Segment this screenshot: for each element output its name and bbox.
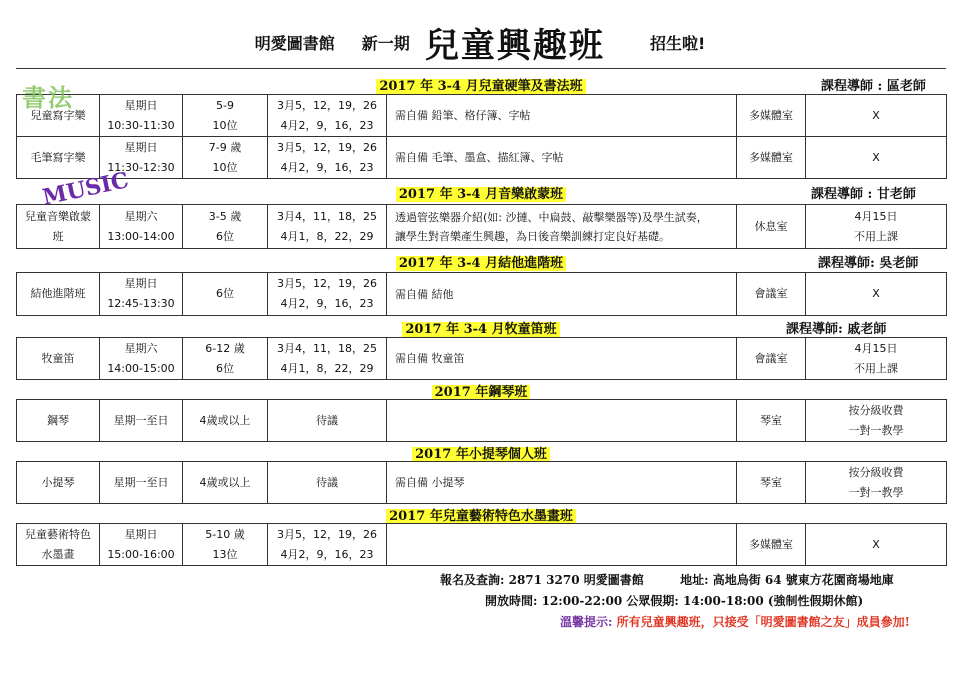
day-time-cell: 星期一至日 (100, 400, 183, 442)
room-cell: 琴室 (737, 400, 806, 442)
note-cell: 需自備 牧童笛 (387, 338, 737, 380)
table-row (17, 273, 947, 316)
schedule-table-piano (16, 399, 947, 442)
reminder-label: 溫馨提示: (560, 615, 613, 629)
room-cell: 會議室 (737, 338, 806, 380)
section-header-violin (16, 441, 946, 461)
note-cell: 需自備 小提琴 (387, 462, 737, 504)
age-quota-cell: 5-9 10位 (183, 95, 268, 137)
schedule-table-flute (16, 337, 947, 380)
class-name-cell: 結他進階班 (17, 273, 100, 316)
section-header-music (16, 181, 946, 201)
age-quota-cell: 5-10 歲 13位 (183, 524, 268, 566)
dates-cell: 3月5，12，19，26 4月2，9，16，23 (268, 524, 387, 566)
reminder-text: 所有兒童興趣班，只接受「明愛圖書館之友」成員參加! (616, 615, 910, 629)
enquiry-text: 報名及查詢: 2871 3270 明愛圖書館 (440, 573, 644, 587)
note-cell: 需自備 結他 (387, 273, 737, 316)
schedule-table-calligraphy (16, 94, 947, 179)
age-quota-cell: 4歲或以上 (183, 462, 268, 504)
poster-title (0, 18, 960, 66)
remark-cell: 按分級收費 一對一教學 (806, 462, 947, 504)
room-cell: 多媒體室 (737, 137, 806, 179)
section-title: 2017 年兒童藝術特色水墨畫班 (386, 509, 576, 524)
dates-cell: 待議 (268, 400, 387, 442)
note-cell: 透過管弦樂器介紹(如: 沙摙、中扁鼓、敲擊樂器等)及學生試奏， 讓學生對音樂產生興趣，為日後音樂訓練打定良好基礎。 (387, 205, 737, 249)
day-time-cell: 星期日 12:45-13:30 (100, 273, 183, 316)
enrolment-call: 招生啦! (650, 34, 706, 53)
age-quota-cell: 6位 (183, 273, 268, 316)
reminder-line (560, 613, 910, 630)
remark-cell: 4月15日 不用上課 (806, 205, 947, 249)
room-cell: 琴室 (737, 462, 806, 504)
class-name-cell: 牧童笛 (17, 338, 100, 380)
remark-cell: 4月15日 不用上課 (806, 338, 947, 380)
remark-cell: X (806, 95, 947, 137)
schedule-table-ink-painting (16, 523, 947, 566)
room-cell: 多媒體室 (737, 95, 806, 137)
table-row (17, 137, 947, 179)
day-time-cell: 星期日 10:30-11:30 (100, 95, 183, 137)
section-header-ink-painting (16, 503, 946, 523)
remark-cell: X (806, 273, 947, 316)
section-title: 2017 年鋼琴班 (432, 385, 531, 400)
class-name-cell: 兒童音樂啟蒙 班 (17, 205, 100, 249)
class-name-cell: 毛筆寫字樂 (17, 137, 100, 179)
class-name-cell: 鋼琴 (17, 400, 100, 442)
section-teacher: 課程導師 : 區老師 (821, 79, 926, 94)
day-time-cell: 星期日 15:00-16:00 (100, 524, 183, 566)
library-name: 明愛圖書館 (254, 34, 335, 53)
room-cell: 會議室 (737, 273, 806, 316)
note-cell (387, 400, 737, 442)
age-quota-cell: 7-9 歲 10位 (183, 137, 268, 179)
section-header-calligraphy (16, 73, 946, 93)
room-cell: 多媒體室 (737, 524, 806, 566)
room-cell: 休息室 (737, 205, 806, 249)
table-row (17, 95, 947, 137)
section-header-guitar (16, 250, 946, 270)
dates-cell: 3月4，11，18，25 4月1，8，22，29 (268, 205, 387, 249)
section-teacher: 課程導師: 吳老師 (818, 256, 919, 271)
schedule-table-guitar (16, 272, 947, 316)
note-cell: 需自備 毛筆、墨盒、描紅簿、字帖 (387, 137, 737, 179)
schedule-table-music (16, 204, 947, 249)
class-name-cell: 小提琴 (17, 462, 100, 504)
day-time-cell: 星期日 11:30-12:30 (100, 137, 183, 179)
section-header-flute (16, 316, 946, 336)
age-quota-cell: 4歲或以上 (183, 400, 268, 442)
opening-hours: 開放時間: 12:00-22:00 公眾假期: 14:00-18:00 (強制性假期休館) (485, 594, 864, 608)
dates-cell: 3月4，11，18，25 4月1，8，22，29 (268, 338, 387, 380)
remark-cell: X (806, 524, 947, 566)
table-row (17, 400, 947, 442)
table-row (17, 338, 947, 380)
remark-cell: X (806, 137, 947, 179)
day-time-cell: 星期一至日 (100, 462, 183, 504)
dates-cell: 3月5，12，19，26 4月2，9，16，23 (268, 273, 387, 316)
section-title: 2017 年 3-4 月音樂啟蒙班 (396, 187, 566, 202)
class-name-cell: 兒童藝術特色 水墨畫 (17, 524, 100, 566)
section-teacher: 課程導師 : 甘老師 (811, 187, 916, 202)
dates-cell: 待議 (268, 462, 387, 504)
main-title: 兒童興趣班 (424, 26, 605, 66)
table-row (17, 462, 947, 504)
section-title: 2017 年 3-4 月牧童笛班 (402, 322, 559, 337)
day-time-cell: 星期六 14:00-15:00 (100, 338, 183, 380)
age-quota-cell: 3-5 歲 6位 (183, 205, 268, 249)
section-title: 2017 年 3-4 月兒童硬筆及書法班 (376, 79, 585, 94)
dates-cell: 3月5，12，19，26 4月2，9，16，23 (268, 137, 387, 179)
note-cell: 需自備 鉛筆、格仔簿、字帖 (387, 95, 737, 137)
address-text: 地址: 高地烏街 64 號東方花園商場地庫 (680, 573, 894, 587)
calligraphy-stamp: 書法 (22, 83, 74, 112)
note-cell (387, 524, 737, 566)
table-row (17, 524, 947, 566)
section-title: 2017 年小提琴個人班 (412, 447, 550, 462)
new-term-label: 新一期 (361, 34, 410, 53)
title-divider (16, 68, 946, 69)
remark-cell: 按分級收費 一對一教學 (806, 400, 947, 442)
table-row (17, 205, 947, 249)
day-time-cell: 星期六 13:00-14:00 (100, 205, 183, 249)
dates-cell: 3月5，12，19，26 4月2，9，16，23 (268, 95, 387, 137)
class-name-cell: 兒童寫字樂 (17, 95, 100, 137)
enquiry-line (440, 571, 894, 588)
age-quota-cell: 6-12 歲 6位 (183, 338, 268, 380)
section-title: 2017 年 3-4 月結他進階班 (396, 256, 566, 271)
section-teacher: 課程導師: 戚老師 (786, 322, 887, 337)
schedule-table-violin (16, 461, 947, 504)
section-header-piano (16, 379, 946, 399)
music-stamp: MUSIC (40, 167, 131, 211)
